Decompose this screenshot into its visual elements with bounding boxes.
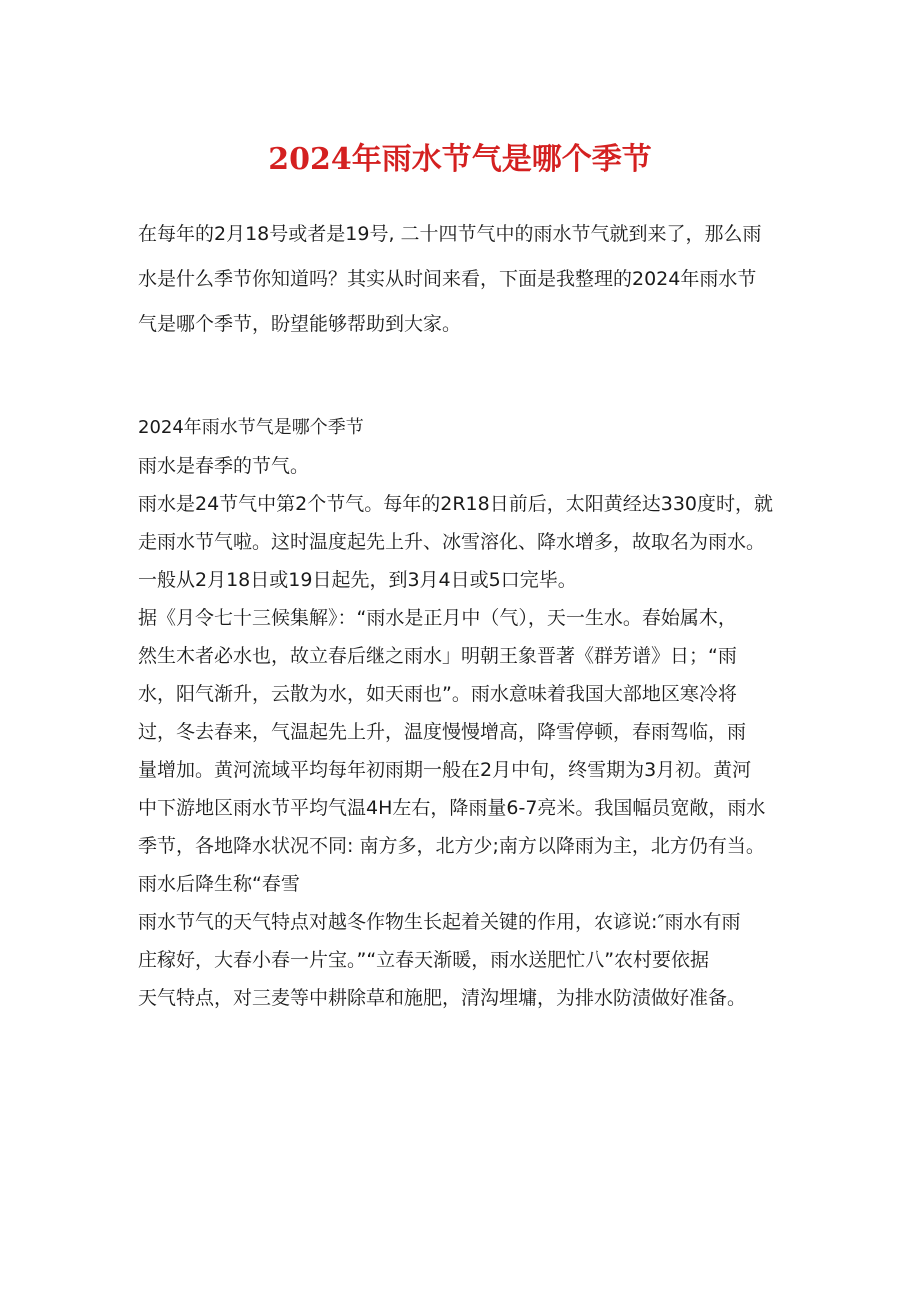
content-line: 过，冬去春来，气温起先上升，温度慢慢增高，降雪停顿，春雨驾临，雨 [138,721,747,743]
content-line: 然生木者必水也，故立春后继之雨水」明朝王象晋著《群芳谱》日；“雨 [138,645,737,667]
content-line: 雨水节气的天气特点对越冬作物生长起着关键的作用，农谚说:″雨水有雨 [138,911,741,933]
content-line: 季节，各地降水状况不同: 南方多，北方少;南方以降雨为主，北方仍有当。 [138,835,765,857]
content-line: 走雨水节气啦。这时温度起先上升、冰雪溶化、降水增多，故取名为雨水。 [138,531,766,553]
intro-paragraph [138,212,798,347]
document-title: 2024年雨水节气是哪个季节 [268,142,652,177]
section-heading: 2024年雨水节气是哪个季节 [138,417,364,438]
content-line: 据《月令七十三候集解》：“雨水是正月中（气），天一生水。春始属木， [138,607,737,629]
main-content [138,409,798,1017]
content-line: 水，阳气渐升，云散为水，如天雨也”。雨水意味着我国大部地区寒冷将 [138,683,737,705]
intro-line: 水是什么季节你知道吗？其实从时间来看，下面是我整理的2024年雨水节 [138,268,757,290]
content-line: 中下游地区雨水节平均气温4H左右，降雨量6-7亮米。我国幅员宽敞，雨水 [138,797,766,819]
content-line: 天气特点，对三麦等中耕除草和施肥，清沟埋墉，为排水防渍做好准备。 [138,987,747,1009]
content-line: 庄稼好，大春小春一片宝。”“立春天渐暖，雨水送肥忙八”农村要依据 [138,949,710,971]
content-line: 雨水是春季的节气。 [138,455,310,477]
content-line: 一般从2月18日或19日起先，到3月4日或5口完毕。 [138,569,577,591]
content-line: 量增加。黄河流域平均每年初雨期一般在2月中旬，终雪期为3月初。黄河 [138,759,752,781]
intro-line: 气是哪个季节，盼望能够帮助到大家。 [138,313,462,335]
intro-line: 在每年的2月18号或者是19号, 二十四节气中的雨水节气就到来了，那么雨 [138,223,762,245]
content-line: 雨水是24节气中第2个节气。每年的2R18日前后，太阳黄经达330度时，就 [138,493,773,515]
content-line: 雨水后降生称“春雪 [138,873,300,895]
document-body [138,212,798,1017]
